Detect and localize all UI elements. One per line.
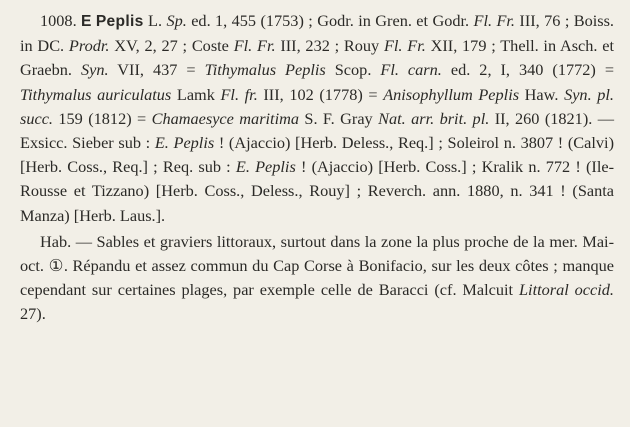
citation-text: S. F. Gray [299, 108, 379, 128]
citation-text: Lamk [171, 84, 221, 104]
citation-italic: Syn. [81, 60, 109, 80]
citation-text: XII, 179 ; Thell. in Asch. et Graebn. [20, 36, 615, 80]
citation-italic: Fl. Fr. [383, 36, 426, 56]
exsiccata-name: E. Peplis [235, 157, 296, 177]
habitat-paragraph [20, 230, 614, 327]
habitat-citation-italic: Littoral occid. [518, 280, 614, 300]
citation-text: ed. 2, I, 340 (1772) = [441, 60, 615, 80]
citation-italic: Nat. arr. brit. pl. [378, 108, 490, 128]
citation-italic: Fl. Fr. [473, 11, 515, 30]
citation-text: ! (Ajaccio) [Herb. Coss.] ; Kralik n. 772 ! (Ile-Rousse et Tizzano) [Herb. Coss., Deless., Rouy] ; Reverch. ann. 1880, n. 341 ! (Santa Manza) [Herb. Laus.]. [20, 157, 615, 225]
habitat-text: Hab. — Sables et graviers littoraux, surtout dans la zone la plus proche de la mer. Mai-oct. ①. Répandu et assez commun du Cap Corse à Bonifacio, sur les deux côtes ; manque cependant sur certaines plages, par exemple celle de Baracci (cf. Malcuit [20, 231, 614, 300]
genus-abbrev: E [81, 13, 92, 30]
citation-text: 159 (1812) = [53, 108, 152, 128]
species-name: Peplis [95, 13, 144, 30]
citation-text: XV, 2, 27 ; Coste [109, 36, 234, 56]
citation-text: ed. 1, 455 (1753) ; Godr. in Gren. et Godr. [186, 11, 474, 30]
citation-text: III, 232 ; Rouy [275, 36, 384, 56]
citation-text: III, 76 ; Boiss. in DC. [20, 11, 615, 56]
citation-text: ! (Ajaccio) [Herb. Deless., Req.] ; Soleirol n. 3807 ! (Calvi) [Herb. Coss., Req.] ; Req. sub : [20, 133, 615, 177]
synonym-name: Tithymalus auriculatus [20, 84, 172, 104]
synonym-name: Anisophyllum Peplis [383, 84, 520, 104]
exsiccata-name: E. Peplis [154, 133, 215, 153]
citation-italic: Fl. fr. [220, 84, 258, 104]
synonym-name: Chamaesyce maritima [151, 108, 299, 128]
citation-italic: Fl. carn. [380, 60, 442, 80]
citation-text: VII, 437 = [108, 60, 205, 80]
citation-italic: Prodr. [68, 36, 110, 56]
citation-italic: Sp. [166, 11, 187, 30]
synonym-name: Tithymalus Peplis [204, 60, 326, 80]
citation-italic: Fl. Fr. [233, 36, 276, 56]
entry-number: 1008. [40, 11, 77, 30]
citation-text: II, 260 (1821). — Exsicc. Sieber sub : [20, 108, 614, 153]
citation-text: L. [148, 11, 167, 30]
citation-text: Haw. [519, 84, 565, 104]
habitat-text: 27). [20, 304, 46, 324]
citation-italic: Syn. pl. succ. [20, 84, 614, 128]
species-entry [20, 9, 614, 228]
citation-text: III, 102 (1778) = [257, 84, 384, 104]
citation-text: Scop. [325, 60, 381, 80]
